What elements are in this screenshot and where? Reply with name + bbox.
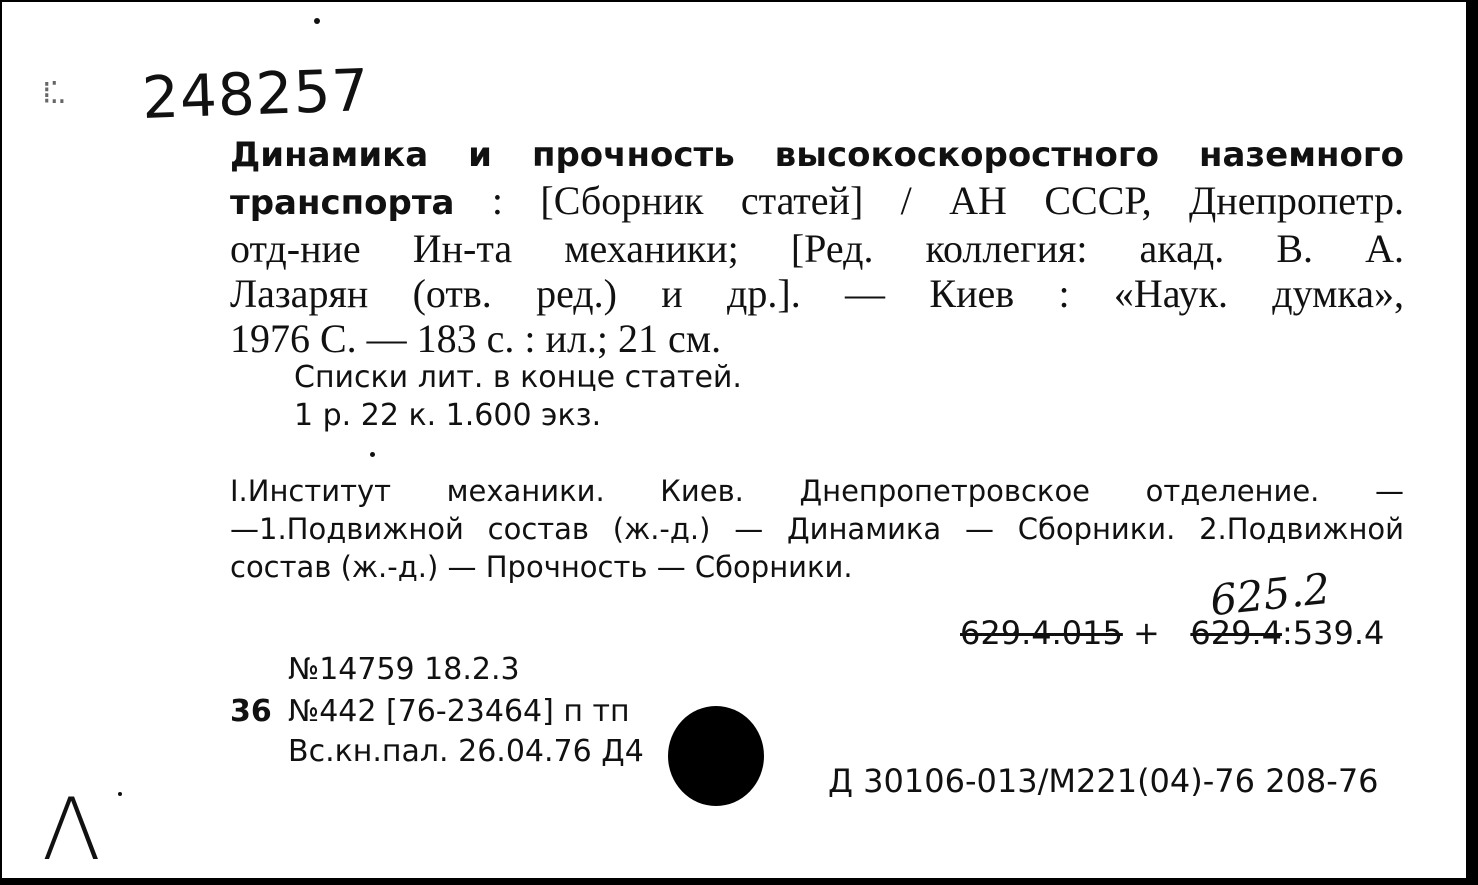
subject-line: состав (ж.-д.) — Прочность — Сборники. [230,550,853,584]
title-line [230,271,1404,316]
ink-dot [370,452,375,457]
ink-dot [314,18,320,24]
ink-dot [118,792,122,796]
udc-plus: + [1122,614,1171,652]
punch-hole [668,706,764,806]
title-bold: Динамика и прочность высокоскоростного наземного [230,135,1404,175]
print-line-3: Вс.кн.пал. 26.04.76 Д4 [288,734,644,769]
title-rest: : [Сборник статей] / АН СССР, Днепропетр. [454,178,1404,223]
print-line-1: №14759 18.2.3 [288,652,520,687]
handwritten-udc: 625.2 [1207,563,1333,626]
corner-mark: Λ [42,780,101,878]
title-rest: Лазарян (отв. ред.) и др.]. — Киев : «Наук. думка», [230,271,1404,316]
bibliographic-description [230,130,1404,361]
title-line [230,130,1404,178]
catalog-card [2,2,1466,878]
print-line-2: №442 [76-23464] п тп [288,694,630,729]
stamp-smudge: ⁞⁚. [42,76,65,111]
scan-edge [1468,0,1478,885]
title-line [230,178,1404,226]
subject-line: I.Институт механики. Киев. Днепропетровское отделение. — [230,474,1404,508]
publication-code: Д 30106-013/М221(04)-76 208-76 [828,762,1379,800]
title-line [230,316,1404,361]
note-bibliography: Списки лит. в конце статей. [294,360,742,395]
udc-classification [960,614,1384,652]
subject-line: —1.Подвижной состав (ж.-д.) — Динамика — Сборники. 2.Подвижной [230,512,1404,546]
title-rest: отд-ние Ин-та механики; [Ред. коллегия: акад. В. А. [230,226,1404,271]
udc-right-struck: 629.4 [1190,614,1282,652]
subject-headings [230,472,1404,586]
note-price: 1 р. 22 к. 1.600 экз. [294,398,602,433]
udc-struck: 629.4.015 [960,614,1123,652]
inventory-number: 248257 [140,56,371,132]
title-bold: транспорта [230,183,455,223]
title-line [230,226,1404,271]
title-rest: 1976 С. — 183 с. : ил.; 21 см. [230,316,722,361]
print-prefix: 36 [230,694,272,729]
udc-right-rest: :539.4 [1281,614,1385,652]
